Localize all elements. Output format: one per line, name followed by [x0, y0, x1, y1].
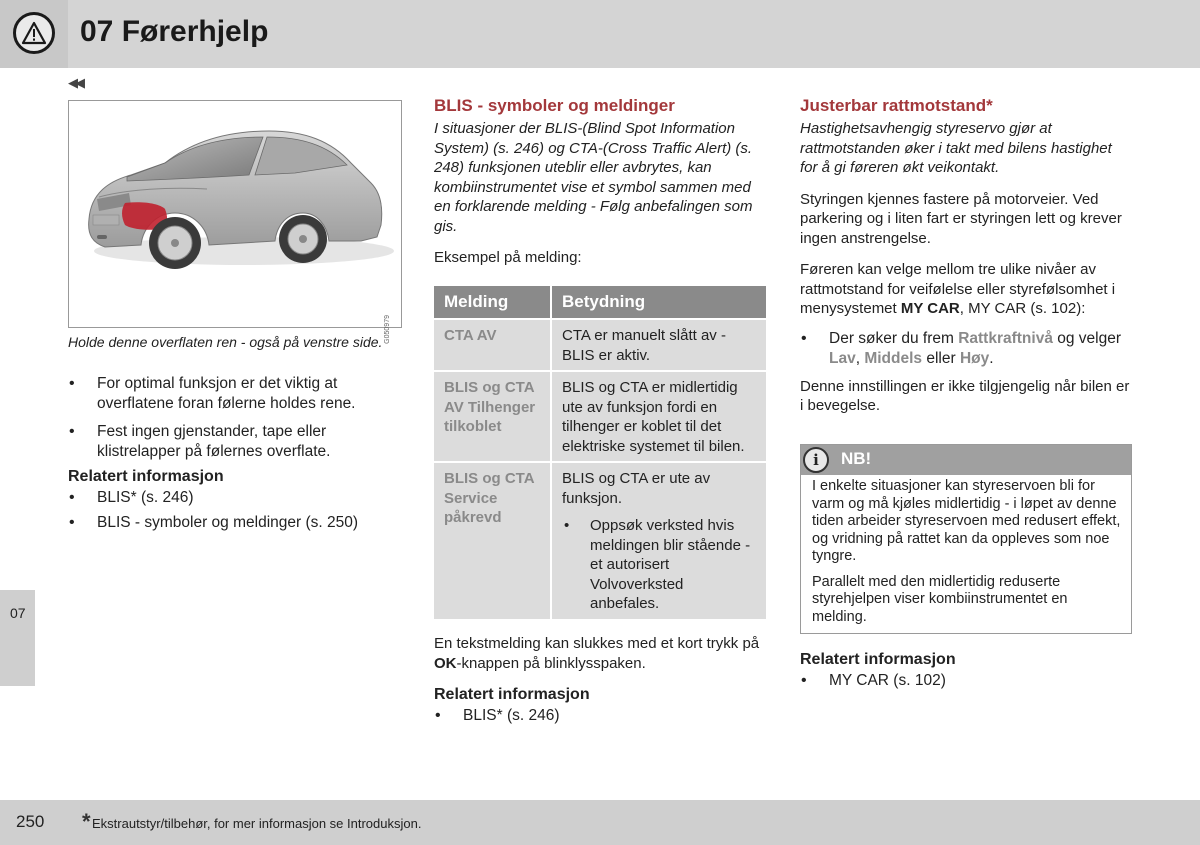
related-info-col3: [800, 651, 1132, 696]
para-text: Føreren kan velge mellom tre ulike nivåer av rattmotstand for veifølelse eller styrefølsomhet i menysystemet: [800, 261, 1116, 317]
related-list: [800, 671, 1132, 691]
related-heading: Relatert informasjon: [434, 686, 590, 703]
list-item: • Fest ingen gjenstander, tape eller klistrelapper på følernes overflate.: [68, 422, 402, 462]
ok-button-note: [434, 634, 766, 673]
message-code: BLIS og CTA AV Tilhenger tilkoblet: [434, 372, 552, 463]
section-intro: I situasjoner der BLIS-(Blind Spot Information System) (s. 246) og CTA-(Cross Traffic Alert) (s. 248) funksjonen uteblir eller avbrytes, kan kombiinstrumentet vise et symbol sammen med en forklarende melding - Følg anbefalingen som gis.: [434, 120, 753, 235]
figure-caption: Holde denne overflaten ren - også på venstre side.: [68, 334, 383, 350]
table-row: [434, 463, 766, 621]
section-title: BLIS - symboler og meldinger: [434, 96, 675, 115]
table-row: [434, 372, 766, 463]
chapter-side-tab[interactable]: [0, 590, 35, 686]
list-item: • Oppsøk verksted hvis meldingen blir stående - et autorisert Volvoverksted anbefales.: [562, 516, 756, 614]
related-link[interactable]: • BLIS* (s. 246): [68, 488, 402, 508]
message-meaning-cell: [552, 463, 766, 621]
related-link[interactable]: • BLIS* (s. 246): [434, 706, 766, 726]
related-heading: Relatert informasjon: [800, 651, 956, 668]
message-code: BLIS og CTA Service påkrevd: [434, 463, 552, 621]
message-table: [434, 286, 766, 621]
related-info-col2: [434, 686, 766, 731]
note-title: NB!: [841, 449, 872, 468]
table-header-row: [434, 286, 766, 320]
figure-code: G050979: [384, 315, 391, 344]
related-heading: Relatert informasjon: [68, 468, 224, 485]
info-icon: i: [803, 447, 829, 473]
menu-option: Rattkraftnivå: [958, 329, 1053, 347]
column-header: Melding: [434, 286, 552, 320]
side-tab-label: 07: [10, 605, 26, 621]
list-item: • For optimal funksjon er det viktig at overflatene foran følerne holdes rene.: [68, 374, 402, 414]
menu-option: Middels: [864, 349, 923, 367]
section-intro: Hastighetsavhengig styreservo gjør at rattmotstanden øker i takt med bilens hastighet for å gi føreren økt veikontakt.: [800, 120, 1112, 176]
steering-bullet-list: [800, 329, 1132, 369]
message-code: CTA AV: [434, 320, 552, 372]
paragraph: [800, 260, 1132, 319]
related-link[interactable]: • BLIS - symboler og meldinger (s. 250): [68, 513, 402, 533]
header-icon-area: [0, 0, 68, 68]
footer: [68, 800, 1200, 845]
bullet-text: og velger: [1052, 329, 1122, 347]
table-row: [434, 320, 766, 372]
page-number: 250: [16, 812, 45, 831]
note-header: [801, 445, 1131, 475]
blis-section: [434, 96, 766, 268]
para-text: , MY CAR (s. 102):: [959, 300, 1086, 317]
example-label: Eksempel på melding:: [434, 249, 582, 266]
message-meaning: CTA er manuelt slått av - BLIS er aktiv.: [552, 320, 766, 372]
message-meaning: BLIS og CTA er ute av funksjon.: [562, 470, 711, 507]
note-text: En tekstmelding kan slukkes med et kort trykk på: [434, 635, 760, 652]
cell-bullet-list: [562, 516, 756, 614]
paragraph: Styringen kjennes fastere på motorveier. Ved parkering og i liten fart er styringen lett og krever ingen anstrengelse.: [800, 190, 1122, 247]
related-list: [434, 706, 766, 726]
ok-key-label: OK: [434, 654, 457, 672]
footnote-star: *: [82, 809, 91, 834]
chapter-header: [0, 0, 1200, 68]
back-arrows-icon[interactable]: ◀◀: [68, 75, 82, 90]
bullet-text: eller: [922, 349, 960, 367]
bullet-text: ,: [855, 349, 865, 367]
list-item: [800, 329, 1132, 369]
column-header: Betydning: [552, 286, 766, 320]
related-list: [68, 488, 402, 533]
bullet-text: .: [989, 349, 994, 367]
message-meaning: BLIS og CTA er midlertidig ute av funksjon fordi en tilhenger er koblet til det elektriske systemet til bilen.: [552, 372, 766, 463]
related-link[interactable]: • MY CAR (s. 102): [800, 671, 1132, 691]
menu-option: Høy: [959, 349, 990, 367]
footnote-text: Ekstrautstyr/tilbehør, for mer informasjon se Introduksjon.: [92, 816, 422, 831]
steering-section: [800, 96, 1132, 416]
note-box: [800, 444, 1132, 634]
page-number-box: [0, 800, 68, 845]
note-paragraph: I enkelte situasjoner kan styreservoen bli for varm og må kjøles midlertidig - i løpet av denne tiden arbeider styreservoen med redusert effekt, og vridning på rattet kan da oppleves som noe tyngre.: [812, 478, 1121, 564]
menu-option: Lav: [829, 349, 856, 367]
bullet-text: Der søker du frem: [829, 329, 959, 347]
section-title: Justerbar rattmotstand*: [800, 96, 993, 115]
warning-triangle-icon: [13, 12, 55, 54]
note-text: -knappen på blinklysspaken.: [456, 654, 646, 672]
care-bullet-list: [68, 374, 402, 470]
note-paragraph: Parallelt med den midlertidig reduserte styrehjelpen viser kombiinstrumentet en melding.: [812, 573, 1068, 625]
menu-name: MY CAR: [900, 300, 960, 317]
chapter-title: 07 Førerhjelp: [80, 15, 269, 48]
related-info-col1: [68, 468, 402, 538]
car-illustration: [69, 101, 403, 329]
note-body: [812, 478, 1124, 626]
paragraph: Denne innstillingen er ikke tilgjengelig når bilen er i bevegelse.: [800, 377, 1130, 414]
